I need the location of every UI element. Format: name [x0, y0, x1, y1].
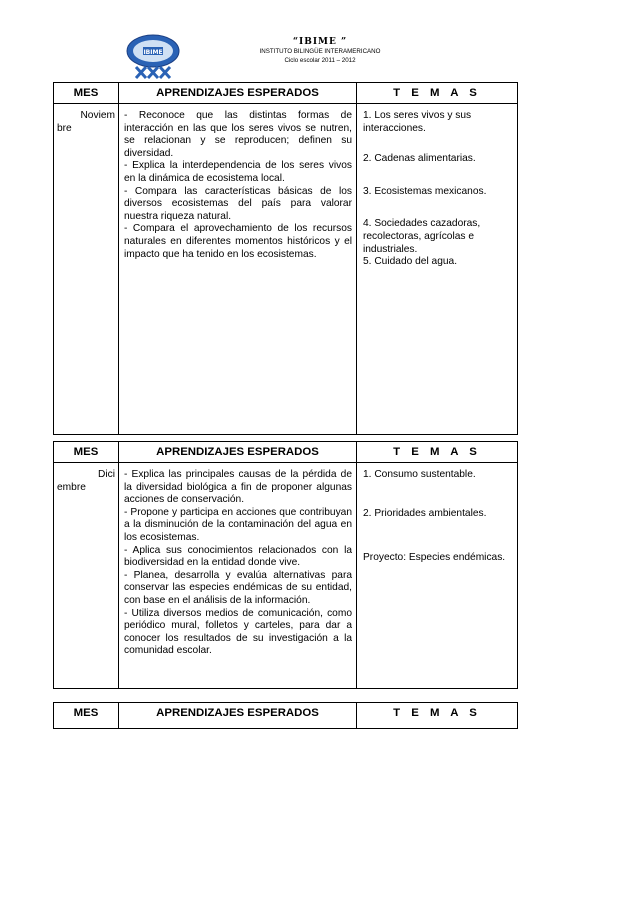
school-info: [240, 37, 400, 65]
topics-cell: [357, 104, 518, 435]
school-short-name: “IBIME ”: [292, 37, 348, 47]
topic-item: 2. Cadenas alimentarias.: [363, 153, 476, 165]
header-learning: APRENDIZAJES ESPERADOS: [119, 442, 357, 463]
topic-item: Proyecto: Especies endémicas.: [363, 552, 506, 564]
month-cell: [54, 463, 119, 689]
learning-item: - Explica la interdependencia de los seres vivos en la dinámica de ecosistema local.: [124, 160, 352, 184]
document-header: [0, 0, 638, 80]
plan-table-next: [53, 702, 518, 729]
month-part-2: bre: [57, 122, 72, 134]
learning-item: - Compara el aprovechamiento de los recursos naturales en diferentes momentos históricos y el impacto que ha tenido en los ecosistemas.: [124, 223, 352, 260]
school-cycle: Ciclo escolar 2011 – 2012: [284, 57, 356, 64]
header-month: MES: [54, 83, 119, 104]
month-part-2: embre: [57, 481, 86, 493]
header-topics: T E M A S: [357, 703, 518, 729]
learning-cell: [119, 104, 357, 435]
school-full-name: INSTITUTO BILINGÜE INTERAMERICANO: [259, 48, 381, 55]
header-topics: T E M A S: [357, 83, 518, 104]
school-logo-icon: [124, 34, 182, 80]
header-topics: T E M A S: [357, 442, 518, 463]
header-learning: APRENDIZAJES ESPERADOS: [119, 83, 357, 104]
topic-item: 1. Consumo sustentable.: [363, 469, 476, 480]
plan-table-december: [53, 441, 518, 689]
learning-item: - Reconoce que las distintas formas de interacción en las que los seres vivos se nutren, se relacionan y se reproducen; definen su diversidad.: [124, 110, 352, 159]
topic-item: 3. Ecosistemas mexicanos.: [363, 185, 487, 197]
topic-item: 4. Sociedades cazadoras, recolectoras, agrícolas e industriales.: [363, 218, 481, 255]
learning-item: - Planea, desarrolla y evalúa alternativas para conservar las especies endémicas de su entidad, con base en el análisis de la información.: [124, 569, 352, 606]
topic-item: 2. Prioridades ambientales.: [363, 507, 487, 519]
learning-item: - Compara las características básicas de los diversos ecosistemas del país para valorar nuestra riqueza natural.: [124, 185, 352, 222]
topic-item: 5. Cuidado del agua.: [363, 256, 458, 268]
logo-text: IBIME: [143, 49, 163, 56]
learning-item: - Propone y participa en acciones que contribuyan a la disminución de la contaminación del agua en los ecosistemas.: [124, 506, 352, 543]
month-part-1: Noviem: [80, 110, 115, 121]
learning-item: - Explica las principales causas de la pérdida de la diversidad biológica a fin de proponer algunas acciones de conservación.: [124, 469, 352, 506]
learning-item: - Utiliza diversos medios de comunicación, como periódico mural, folletos y carteles, para dar a conocer los resultados de su investigación a la comunidad escolar.: [124, 607, 352, 657]
header-learning: APRENDIZAJES ESPERADOS: [119, 703, 357, 729]
month-cell: [54, 104, 119, 435]
learning-cell: [119, 463, 357, 689]
header-month: MES: [54, 442, 119, 463]
month-part-1: Dici: [98, 469, 115, 480]
topics-cell: [357, 463, 518, 689]
topic-item: 1. Los seres vivos y sus interacciones.: [363, 110, 472, 134]
learning-item: - Aplica sus conocimientos relacionados con la biodiversidad en la entidad donde vive.: [124, 544, 352, 569]
plan-table-november: [53, 82, 518, 435]
header-month: MES: [54, 703, 119, 729]
